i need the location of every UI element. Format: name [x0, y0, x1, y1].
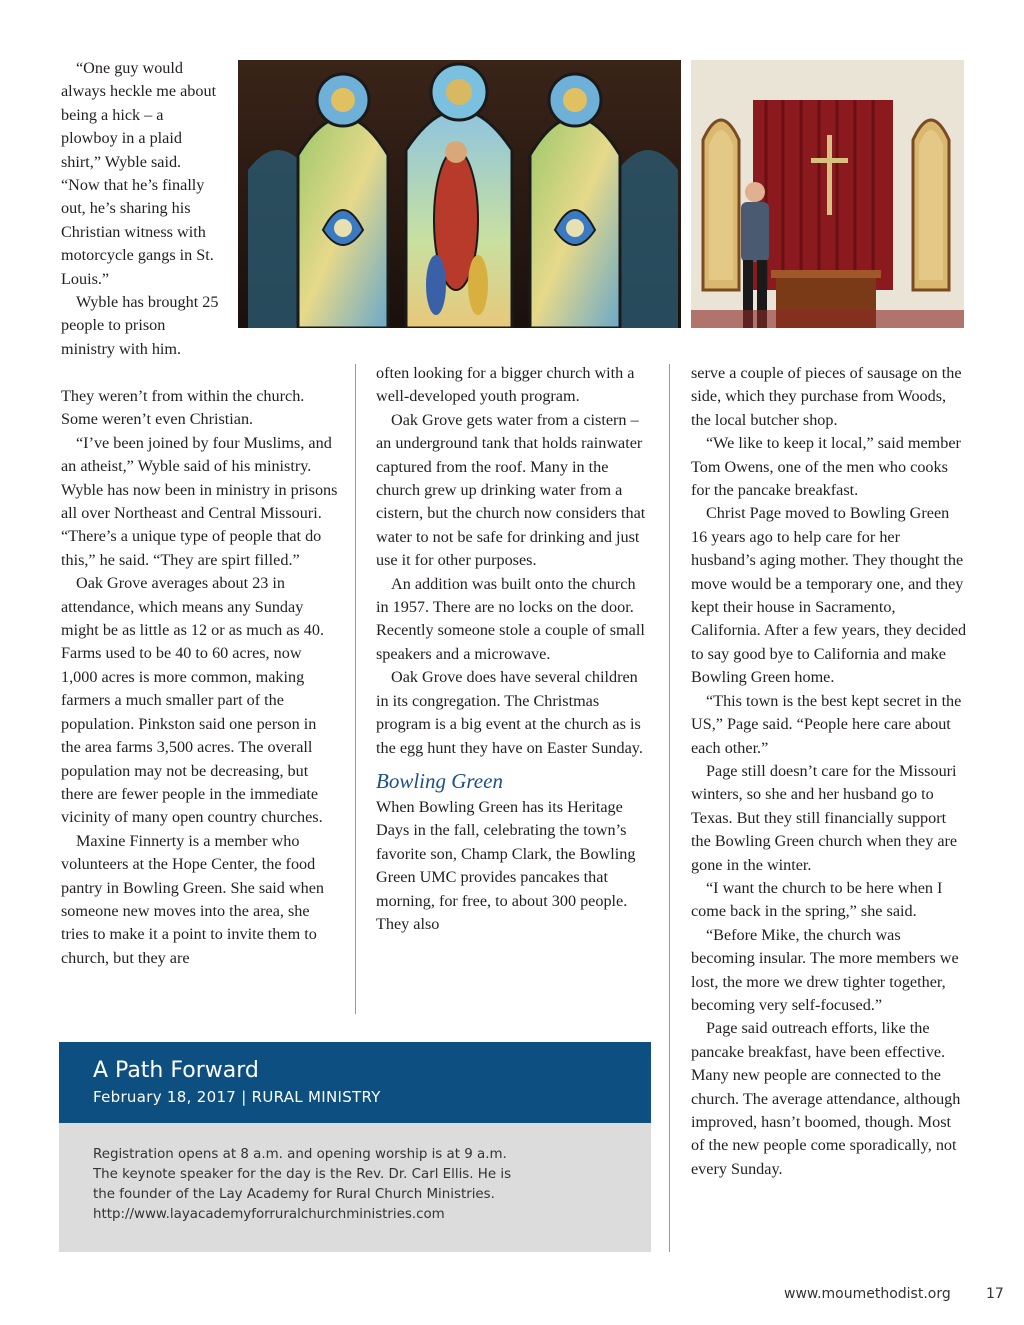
column-3 — [691, 362, 967, 1181]
paragraph: often looking for a bigger church with a well-developed youth program. — [376, 364, 635, 406]
paragraph: They weren’t from within the church. Some weren’t even Christian. — [61, 387, 305, 429]
sidebar-header — [59, 1042, 651, 1123]
column-divider — [669, 364, 670, 1252]
paragraph: “I’ve been joined by four Muslims, and an atheist,” Wyble said of his ministry. Wyble has now been in ministry in prisons all over Northeast and Central Missouri. “There’s a unique type of people that do this,” he said. “They are spirt filled.” — [61, 433, 338, 569]
column-1-narrow — [61, 57, 221, 361]
column-2 — [376, 362, 652, 936]
column-divider — [355, 364, 356, 1014]
stained-glass-photo — [238, 60, 681, 328]
sidebar-line: the founder of the Lay Academy for Rural Church Ministries. — [93, 1187, 495, 1202]
stained-glass-image — [238, 60, 681, 328]
paragraph: An addition was built onto the church in 1957. There are no locks on the door. Recently someone stole a couple of small speakers and a microwave. — [376, 574, 645, 663]
paragraph: Christ Page moved to Bowling Green 16 years ago to help care for her husband’s aging mother. They thought the move would be a temporary one, and they kept their house in Sacramento, California. After a few years, they decided to say good bye to California and make Bowling Green home. — [691, 504, 967, 687]
sidebar-subtitle: February 18, 2017 | RURAL MINISTRY — [93, 1088, 381, 1106]
paragraph: Oak Grove does have several children in its congregation. The Christmas program is a big event at the church as is the egg hunt they have on Easter Sunday. — [376, 668, 643, 757]
paragraph: serve a couple of pieces of sausage on the side, which they purchase from Woods, the local butcher shop. — [691, 364, 962, 429]
paragraph: Oak Grove gets water from a cistern – an underground tank that holds rainwater captured from the roof. Many in the church grew up drinking water from a cistern, but the church now considers that water to not be safe for drinking and just use it for other purposes. — [376, 410, 646, 570]
church-interior-image — [691, 60, 964, 328]
paragraph: “This town is the best kept secret in the US,” Page said. “People here care about each other.” — [691, 691, 962, 757]
sidebar-link[interactable]: http://www.layacademyforruralchurchministries.com — [93, 1207, 445, 1222]
paragraph: When Bowling Green has its Heritage Days in the fall, celebrating the town’s favorite son, Champ Clark, the Bowling Green UMC provides pancakes that morning, for free, to about 300 people. They also — [376, 797, 636, 933]
paragraph: Oak Grove averages about 23 in attendance, which means any Sunday might be as little as 12 or as much as 40. Farms used to be 40 to 60 acres, now 1,000 acres is more common, making farmers a much smaller part of the population. Pinkston said one person in the area farms 3,500 acres. The overall population may not be decreasing, but there are fewer people in the immediate vicinity of many open country churches. — [61, 574, 324, 827]
paragraph: Maxine Finnerty is a member who volunteers at the Hope Center, the food pantry in Bowling Green. She said when someone new moves into the area, she tries to make it a point to invite them to church, but they are — [61, 831, 324, 967]
paragraph: “Before Mike, the church was becoming insular. The more members we lost, the more we drew tighter together, becoming very self-focused.” — [691, 925, 959, 1014]
sidebar-title: A Path Forward — [93, 1058, 259, 1083]
paragraph: “We like to keep it local,” said member Tom Owens, one of the men who cooks for the pancake breakfast. — [691, 434, 961, 500]
sidebar-line: Registration opens at 8 a.m. and opening worship is at 9 a.m. — [93, 1147, 507, 1162]
paragraph: Page still doesn’t care for the Missouri winters, so she and her husband go to Texas. But they still financially support the Bowling Green church when they are gone in the winter. — [691, 761, 958, 874]
paragraph: “I want the church to be here when I come back in the spring,” she said. — [691, 878, 943, 921]
page-number: 17 — [986, 1286, 1004, 1302]
church-interior-photo — [691, 60, 964, 328]
footer-url[interactable]: www.moumethodist.org — [784, 1286, 951, 1302]
section-heading: Bowling Green — [376, 768, 503, 793]
sidebar-line: The keynote speaker for the day is the Rev. Dr. Carl Ellis. He is — [93, 1167, 512, 1182]
paragraph: Page said outreach efforts, like the pancake breakfast, have been effective. Many new people are connected to the church. The average attendance, although improved, hasn’t boomed, though. Most of the new people come sporadically, not every Sunday. — [691, 1019, 961, 1178]
paragraph: “One guy would always heckle me about being a hick – a plowboy in a plaid shirt,” Wyble said. “Now that he’s finally out, he’s sharing his Christian witness with motorcycle gangs in St. Louis.” — [61, 59, 217, 288]
paragraph: Wyble has brought 25 people to prison ministry with him. — [61, 293, 219, 358]
sidebar-body — [59, 1123, 651, 1252]
column-1 — [61, 385, 339, 970]
